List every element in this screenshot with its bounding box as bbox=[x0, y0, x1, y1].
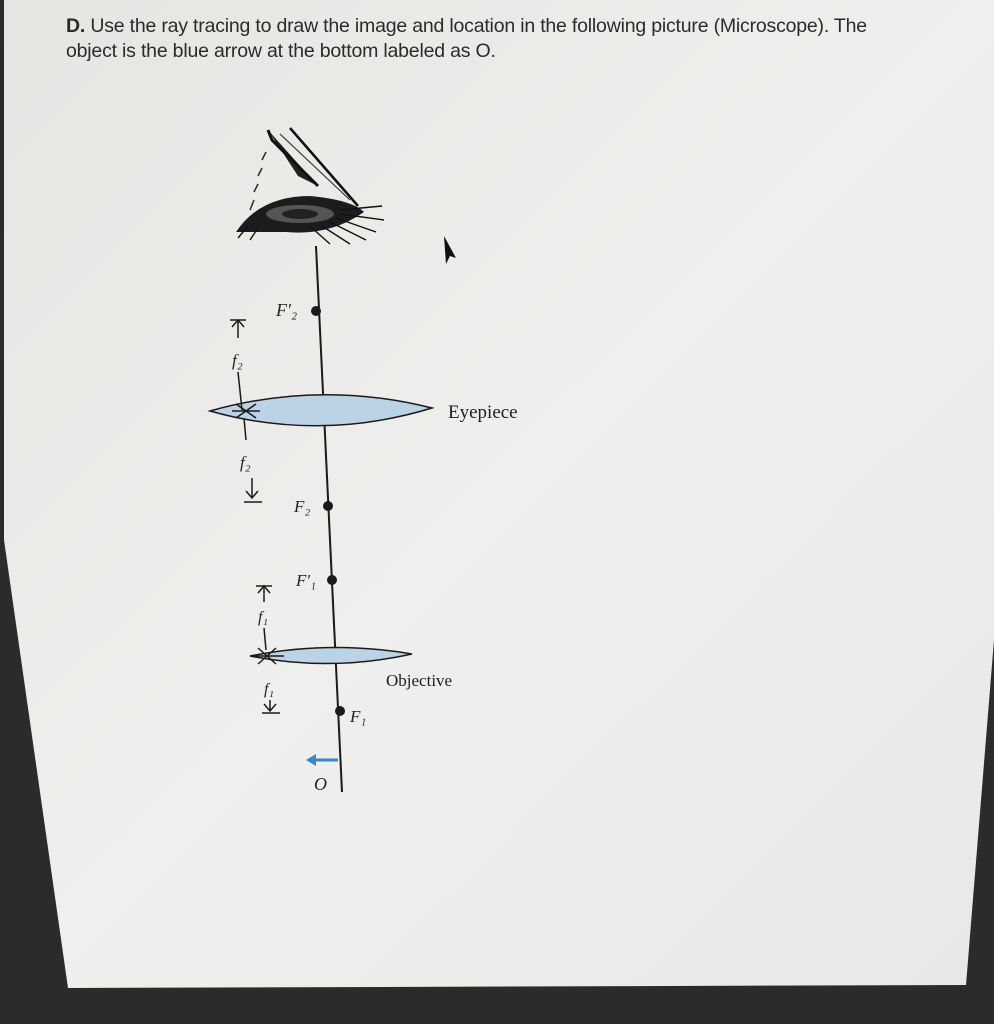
f2-label: F₂ bbox=[294, 497, 311, 516]
objective-center-marker bbox=[252, 648, 284, 664]
object-arrow bbox=[306, 754, 338, 766]
objective-label: Objective bbox=[386, 671, 453, 690]
eye-icon bbox=[236, 128, 384, 244]
eyepiece-label: Eyepiece bbox=[448, 402, 518, 423]
question-line-1: Use the ray tracing to draw the image and location in the following picture (Microscope). The bbox=[90, 15, 867, 37]
focal-point-f1-prime bbox=[327, 575, 337, 585]
f1-dimension-lower bbox=[262, 700, 280, 713]
f2-prime-label: F′₂ bbox=[276, 300, 298, 320]
f1-length-label-upper: f₁ bbox=[258, 609, 269, 626]
object-label: O bbox=[314, 774, 327, 794]
f1-prime-label: F′₁ bbox=[296, 571, 317, 590]
f1-label: F₁ bbox=[350, 707, 367, 726]
f2-length-label-upper: f₂ bbox=[232, 351, 243, 370]
eyepiece-lens bbox=[210, 395, 432, 426]
question-prefix: D. bbox=[66, 15, 86, 37]
question-line-2: object is the blue arrow at the bottom labeled as O. bbox=[66, 40, 496, 62]
f1-length-label-lower: f₁ bbox=[264, 681, 275, 698]
focal-point-f1 bbox=[335, 706, 345, 716]
f2-length-label-lower: f₂ bbox=[240, 453, 251, 472]
focal-point-f2-prime bbox=[311, 306, 321, 316]
focal-point-f2 bbox=[323, 501, 333, 511]
mouse-cursor-icon bbox=[444, 236, 456, 264]
